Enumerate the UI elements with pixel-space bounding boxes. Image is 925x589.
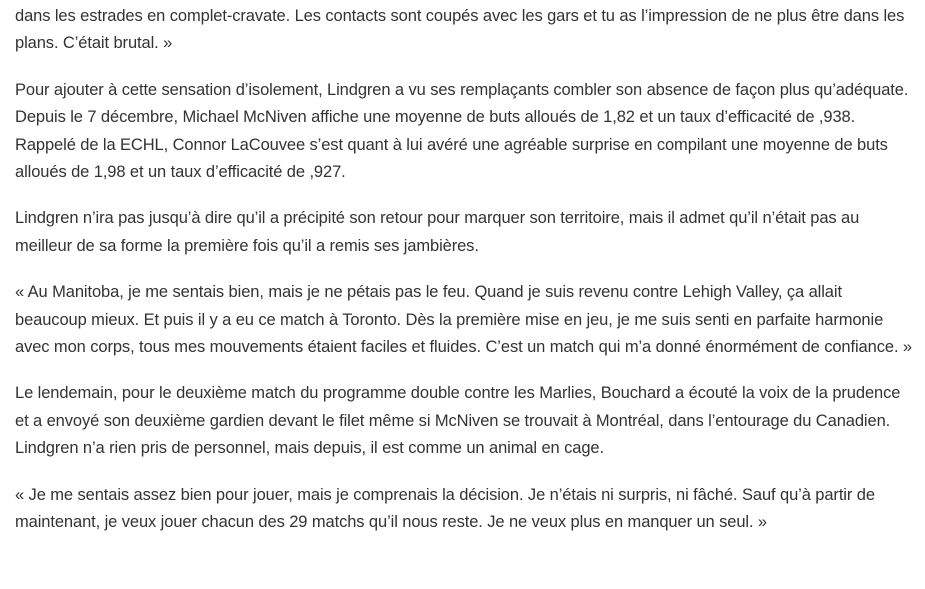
article-paragraph: « Au Manitoba, je me sentais bien, mais je ne pétais pas le feu. Quand je suis revenu contre Lehigh Valley, ça allait beaucoup mieux. Et puis il y a eu ce match à Toronto. Dès la première mise en jeu, je me suis senti en parfaite harmonie avec mon corps, tous mes mouvements étaient faciles et fluides. C’est un match qui m’a donné énormément de confiance. » bbox=[15, 283, 912, 357]
article-paragraph: « Je me sentais assez bien pour jouer, mais je comprenais la décision. Je n’étais ni surpris, ni fâché. Sauf qu’à partir de maintenant, je veux jouer chacun des 29 matchs qu’il nous reste. Je ne veux plus en manquer un seul. » bbox=[15, 485, 875, 532]
article-paragraph: Le lendemain, pour le deuxième match du programme double contre les Marlies, Bouchard a écouté la voix de la prudence et a envoyé son deuxième gardien devant le filet même si McNiven se trouvait à Montréal, dans l’entourage du Canadien. Lindgren n’a rien pris de personnel, mais depuis, il est comme un animal en cage. bbox=[15, 384, 901, 458]
article-paragraph: Pour ajouter à cette sensation d’isolement, Lindgren a vu ses remplaçants combler son absence de façon plus qu’adéquate. Depuis le 7 décembre, Michael McNiven affiche une moyenne de buts alloués de 1,82 et un taux d’efficacité de ,938. Rappelé de la ECHL, Connor LaCouvee s’est quant à lui avéré une agréable surprise en compilant une moyenne de buts alloués de 1,98 et un taux d’efficacité de ,927. bbox=[15, 80, 909, 182]
article-paragraph: Lindgren n’ira pas jusqu’à dire qu’il a précipité son retour pour marquer son territoire, mais il admet qu’il n’était pas au meilleur de sa forme la première fois qu’il a remis ses jambières. bbox=[15, 209, 860, 255]
article-paragraph: dans les estrades en complet-cravate. Les contacts sont coupés avec les gars et tu as l’impression de ne plus être dans les plans. C’était brutal. » bbox=[15, 7, 905, 53]
article-body bbox=[15, 3, 915, 556]
